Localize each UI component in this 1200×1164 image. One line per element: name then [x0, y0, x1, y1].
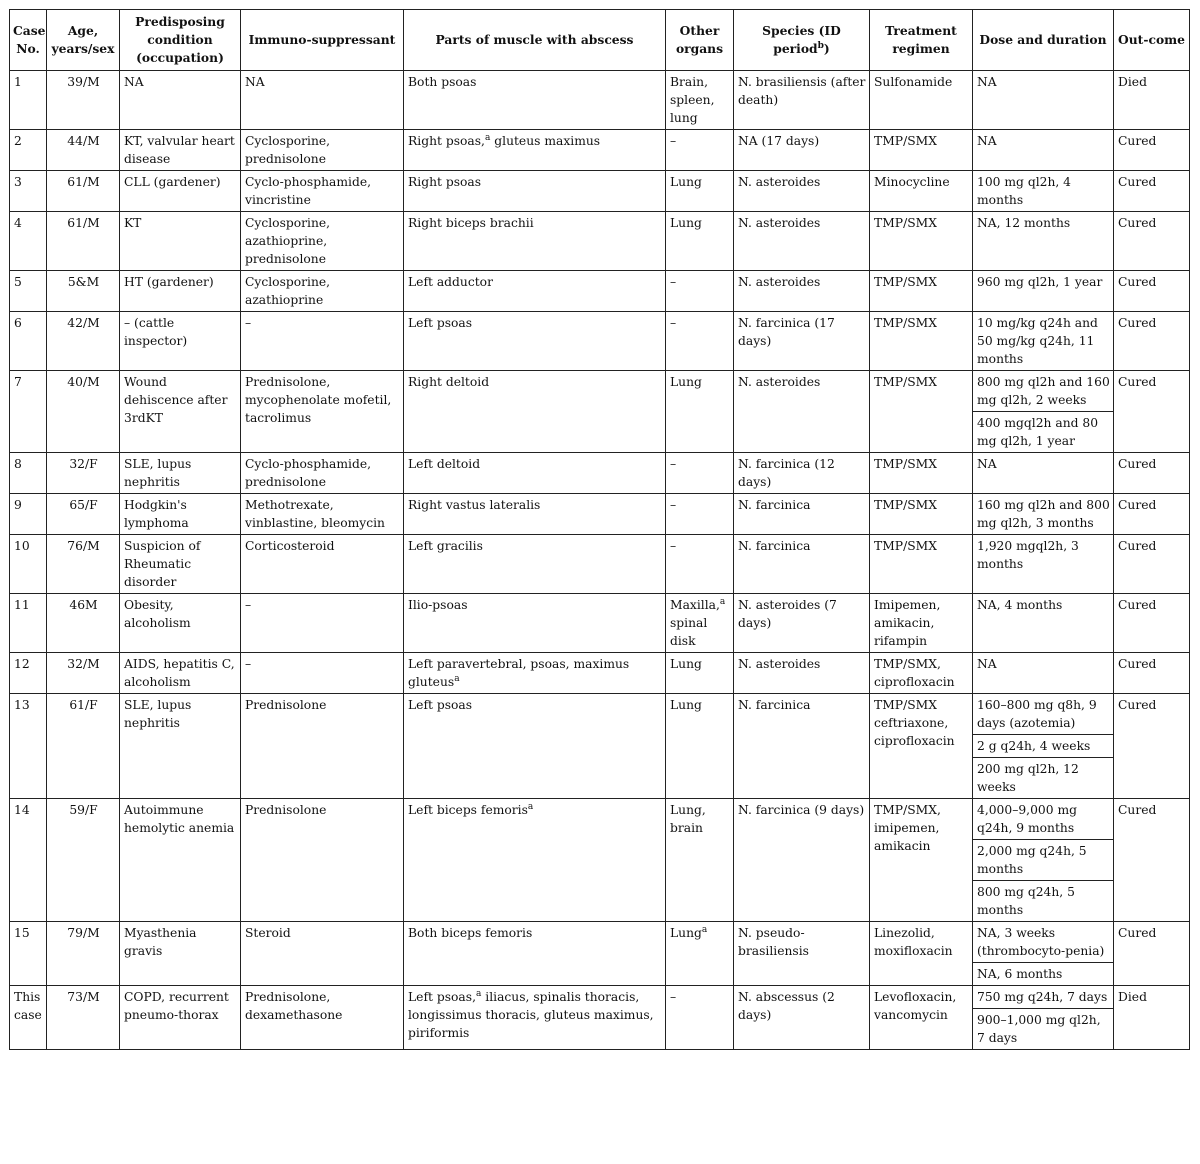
header-parts: Parts of muscle with abscess	[404, 10, 666, 71]
table-row	[10, 130, 1190, 171]
table-row	[10, 535, 1190, 594]
cell-other-organs	[666, 535, 734, 594]
cell-dose-item: 4,000–9,000 mg q24h, 9 months	[973, 799, 1113, 840]
cell-dose: NA	[973, 453, 1114, 494]
parts-text-tail: gluteus maximus	[490, 134, 601, 148]
cell-species: N. asteroides (7 days)	[734, 594, 870, 653]
parts-footnote: a	[484, 132, 491, 143]
dose-subrow	[973, 412, 1113, 453]
parts-text: Both psoas	[408, 75, 477, 89]
cell-other-organs	[666, 271, 734, 312]
cell-case-no: 1	[10, 71, 47, 130]
cell-dose	[973, 986, 1114, 1050]
dose-subtable	[973, 922, 1113, 985]
cell-dose-item: 750 mg q24h, 7 days	[973, 986, 1113, 1009]
dose-subrow	[973, 881, 1113, 922]
dose-subrow	[973, 922, 1113, 963]
parts-text: Ilio-psoas	[408, 598, 468, 612]
table-row	[10, 594, 1190, 653]
table-row	[10, 694, 1190, 799]
table-row	[10, 212, 1190, 271]
parts-text: Left psoas	[408, 698, 473, 712]
cell-predisposing: Obesity, alcoholism	[120, 594, 241, 653]
cell-outcome: Cured	[1114, 212, 1190, 271]
cell-immunosuppressant: NA	[241, 71, 404, 130]
table-row	[10, 71, 1190, 130]
cell-case-no: 12	[10, 653, 47, 694]
cell-dose: NA	[973, 130, 1114, 171]
cell-outcome: Cured	[1114, 171, 1190, 212]
cell-other-organs	[666, 71, 734, 130]
table-row	[10, 986, 1190, 1050]
cell-case-no: 11	[10, 594, 47, 653]
cell-case-no: 10	[10, 535, 47, 594]
cell-age-sex: 46M	[47, 594, 120, 653]
table-row	[10, 453, 1190, 494]
cell-immunosuppressant: Cyclosporine, prednisolone	[241, 130, 404, 171]
cell-case-no: 15	[10, 922, 47, 986]
cell-outcome: Cured	[1114, 694, 1190, 799]
cell-other-organs	[666, 453, 734, 494]
other-text: Maxilla,	[670, 598, 720, 612]
cell-other-organs	[666, 922, 734, 986]
cell-species: N. asteroides	[734, 171, 870, 212]
cell-age-sex: 61/F	[47, 694, 120, 799]
cell-case-no: 3	[10, 171, 47, 212]
cell-other-organs	[666, 130, 734, 171]
cell-treatment: Linezolid, moxifloxacin	[870, 922, 973, 986]
cell-predisposing: Wound dehiscence after 3rdKT	[120, 371, 241, 453]
cell-dose: NA	[973, 71, 1114, 130]
cell-treatment: TMP/SMX, imipemen, amikacin	[870, 799, 973, 922]
parts-footnote: a	[454, 673, 460, 684]
other-text: Brain, spleen, lung	[670, 75, 715, 125]
cell-other-organs	[666, 171, 734, 212]
cell-other-organs	[666, 986, 734, 1050]
cell-treatment: TMP/SMX	[870, 494, 973, 535]
parts-footnote: a	[475, 988, 482, 999]
cell-other-organs	[666, 653, 734, 694]
cell-dose: 1,920 mgql2h, 3 months	[973, 535, 1114, 594]
dose-subrow	[973, 371, 1113, 412]
parts-text: Both biceps femoris	[408, 926, 533, 940]
cell-dose-item: NA, 3 weeks (thrombocyto-penia)	[973, 922, 1113, 963]
other-text: Lung	[670, 216, 702, 230]
cell-dose-item: 800 mg q24h, 5 months	[977, 885, 1075, 917]
cell-case-no: 5	[10, 271, 47, 312]
table-row	[10, 371, 1190, 453]
cell-case-no: 14	[10, 799, 47, 922]
cell-dose: NA	[973, 653, 1114, 694]
dose-subrow	[973, 840, 1113, 881]
cell-dose-item: 400 mgql2h and 80 mg ql2h, 1 year	[977, 416, 1099, 448]
cell-species: N. farcinica	[734, 694, 870, 799]
header-treatment: Treatment regimen	[870, 10, 973, 71]
dose-subrow	[973, 1009, 1113, 1050]
cell-predisposing: CLL (gardener)	[120, 171, 241, 212]
parts-text: Left gracilis	[408, 539, 483, 553]
header-row	[10, 10, 1190, 71]
cell-species: N. farcinica	[734, 494, 870, 535]
parts-text: Right vastus lateralis	[408, 498, 541, 512]
parts-text: Left psoas,	[408, 990, 476, 1004]
cell-treatment: TMP/SMX	[870, 371, 973, 453]
cell-immunosuppressant: Cyclo-phosphamide, prednisolone	[241, 453, 404, 494]
cell-parts	[404, 271, 666, 312]
cell-species: N. brasiliensis (after death)	[734, 71, 870, 130]
cell-age-sex: 39/M	[47, 71, 120, 130]
dose-subrow	[973, 986, 1113, 1009]
dose-subtable	[973, 371, 1113, 452]
cell-case-no: 4	[10, 212, 47, 271]
cell-parts	[404, 71, 666, 130]
cell-dose: NA, 4 months	[973, 594, 1114, 653]
other-text: –	[670, 539, 677, 553]
cell-immunosuppressant: Methotrexate, vinblastine, bleomycin	[241, 494, 404, 535]
cell-outcome: Cured	[1114, 130, 1190, 171]
cell-age-sex: 32/M	[47, 653, 120, 694]
cell-treatment: TMP/SMX	[870, 271, 973, 312]
cell-predisposing: KT, valvular heart disease	[120, 130, 241, 171]
table-row	[10, 171, 1190, 212]
cell-immunosuppressant: Cyclo-phosphamide, vincristine	[241, 171, 404, 212]
cell-species: N. farcinica (17 days)	[734, 312, 870, 371]
cell-dose: 10 mg/kg q24h and 50 mg/kg q24h, 11 months	[973, 312, 1114, 371]
header-dose: Dose and duration	[973, 10, 1114, 71]
cell-age-sex: 40/M	[47, 371, 120, 453]
cell-treatment: TMP/SMX	[870, 212, 973, 271]
cell-predisposing: AIDS, hepatitis C, alcoholism	[120, 653, 241, 694]
cell-immunosuppressant: –	[241, 653, 404, 694]
cell-other-organs	[666, 799, 734, 922]
dose-subrow	[973, 694, 1113, 735]
cell-parts	[404, 494, 666, 535]
cell-species: N. asteroides	[734, 653, 870, 694]
cell-predisposing: Myasthenia gravis	[120, 922, 241, 986]
cell-outcome: Cured	[1114, 535, 1190, 594]
cell-species: NA (17 days)	[734, 130, 870, 171]
cell-dose-item: 160–800 mg q8h, 9 days (azotemia)	[973, 694, 1113, 735]
cell-parts	[404, 312, 666, 371]
cell-age-sex: 65/F	[47, 494, 120, 535]
parts-text: Left biceps femoris	[408, 803, 528, 817]
cell-dose-item: 800 mg ql2h and 160 mg ql2h, 2 weeks	[973, 371, 1113, 412]
cell-species: N. abscessus (2 days)	[734, 986, 870, 1050]
parts-text: Right biceps brachii	[408, 216, 534, 230]
cell-outcome: Cured	[1114, 312, 1190, 371]
dose-subrow	[973, 799, 1113, 840]
other-text: –	[670, 134, 677, 148]
cell-age-sex: 5&M	[47, 271, 120, 312]
cell-other-organs	[666, 371, 734, 453]
other-footnote: a	[701, 924, 708, 935]
cell-immunosuppressant: Steroid	[241, 922, 404, 986]
cell-immunosuppressant: Cyclosporine, azathioprine	[241, 271, 404, 312]
cell-species: N. farcinica (12 days)	[734, 453, 870, 494]
cell-species: N. farcinica (9 days)	[734, 799, 870, 922]
cell-parts	[404, 130, 666, 171]
cell-other-organs	[666, 312, 734, 371]
cell-dose	[973, 922, 1114, 986]
cell-outcome: Died	[1114, 986, 1190, 1050]
cell-dose: NA, 12 months	[973, 212, 1114, 271]
other-text-tail: spinal disk	[670, 616, 708, 648]
cell-outcome: Cured	[1114, 799, 1190, 922]
cell-predisposing: SLE, lupus nephritis	[120, 694, 241, 799]
cell-age-sex: 42/M	[47, 312, 120, 371]
parts-text: Right deltoid	[408, 375, 490, 389]
table-row	[10, 271, 1190, 312]
cell-outcome: Cured	[1114, 371, 1190, 453]
cell-immunosuppressant: Prednisolone	[241, 799, 404, 922]
cell-parts	[404, 986, 666, 1050]
other-text: –	[670, 275, 677, 289]
cell-predisposing: Suspicion of Rheumatic disorder	[120, 535, 241, 594]
cell-age-sex: 76/M	[47, 535, 120, 594]
cell-case-no: 9	[10, 494, 47, 535]
table-row	[10, 799, 1190, 922]
other-text: –	[670, 498, 677, 512]
other-text: –	[670, 457, 677, 471]
cell-dose-item: 200 mg ql2h, 12 weeks	[977, 762, 1079, 794]
cell-outcome: Cured	[1114, 653, 1190, 694]
cell-immunosuppressant: Prednisolone, mycophenolate mofetil, tacrolimus	[241, 371, 404, 453]
header-outcome: Out-come	[1114, 10, 1190, 71]
cell-age-sex: 32/F	[47, 453, 120, 494]
cell-outcome: Died	[1114, 71, 1190, 130]
parts-text: Right psoas,	[408, 134, 485, 148]
cell-parts	[404, 453, 666, 494]
cell-parts	[404, 653, 666, 694]
cell-parts	[404, 594, 666, 653]
cell-treatment: TMP/SMX ceftriaxone, ciprofloxacin	[870, 694, 973, 799]
cell-treatment: TMP/SMX, ciprofloxacin	[870, 653, 973, 694]
cell-parts	[404, 535, 666, 594]
cell-case-no: 2	[10, 130, 47, 171]
parts-text-tail: iliacus, spinalis thoracis, longissimus thoracis, gluteus maximus, piriformis	[408, 990, 654, 1040]
dose-subtable	[973, 694, 1113, 798]
parts-footnote: a	[527, 801, 534, 812]
cell-parts	[404, 212, 666, 271]
cell-age-sex: 44/M	[47, 130, 120, 171]
cell-age-sex: 61/M	[47, 171, 120, 212]
table-row	[10, 494, 1190, 535]
cell-predisposing: Hodgkin's lymphoma	[120, 494, 241, 535]
cell-age-sex: 59/F	[47, 799, 120, 922]
other-text: Lung	[670, 375, 702, 389]
cell-outcome: Cured	[1114, 494, 1190, 535]
header-species-tail: )	[823, 41, 830, 56]
table-row	[10, 922, 1190, 986]
cell-immunosuppressant: Cyclosporine, azathioprine, prednisolone	[241, 212, 404, 271]
other-text: –	[670, 316, 677, 330]
header-predisposing: Predisposing condition (occupation)	[120, 10, 241, 71]
cell-other-organs	[666, 494, 734, 535]
cell-dose-item: 2 g q24h, 4 weeks	[973, 735, 1113, 758]
dose-subtable	[973, 986, 1113, 1049]
cell-treatment: Imipemen, amikacin, rifampin	[870, 594, 973, 653]
cell-parts	[404, 171, 666, 212]
table-body	[10, 71, 1190, 1050]
parts-text: Left adductor	[408, 275, 493, 289]
dose-subrow	[973, 735, 1113, 758]
cell-dose: 960 mg ql2h, 1 year	[973, 271, 1114, 312]
cell-immunosuppressant: –	[241, 594, 404, 653]
cell-species: N. farcinica	[734, 535, 870, 594]
cell-predisposing: COPD, recurrent pneumo-thorax	[120, 986, 241, 1050]
cell-dose	[973, 799, 1114, 922]
cell-predisposing: HT (gardener)	[120, 271, 241, 312]
cell-treatment: Levofloxacin, vancomycin	[870, 986, 973, 1050]
cell-immunosuppressant: Corticosteroid	[241, 535, 404, 594]
cell-case-no: This case	[10, 986, 47, 1050]
header-immunosuppressant: Immuno-suppressant	[241, 10, 404, 71]
cell-immunosuppressant: –	[241, 312, 404, 371]
other-text: Lung	[670, 926, 702, 940]
cell-species: N. asteroides	[734, 212, 870, 271]
other-text: –	[670, 990, 677, 1004]
cell-predisposing: Autoimmune hemolytic anemia	[120, 799, 241, 922]
cell-age-sex: 73/M	[47, 986, 120, 1050]
cell-treatment: Sulfonamide	[870, 71, 973, 130]
cell-outcome: Cured	[1114, 922, 1190, 986]
cell-species: N. asteroides	[734, 371, 870, 453]
other-text: Lung	[670, 175, 702, 189]
cell-species: N. pseudo-brasiliensis	[734, 922, 870, 986]
cell-dose-item: 900–1,000 mg ql2h, 7 days	[977, 1013, 1101, 1045]
header-other-organs: Other organs	[666, 10, 734, 71]
cell-species: N. asteroides	[734, 271, 870, 312]
header-species-sup: b	[817, 40, 824, 51]
dose-subtable	[973, 799, 1113, 921]
cell-treatment: TMP/SMX	[870, 535, 973, 594]
parts-text: Left deltoid	[408, 457, 481, 471]
parts-text: Left paravertebral, psoas, maximus gluteus	[408, 657, 630, 689]
cell-parts	[404, 371, 666, 453]
cell-treatment: TMP/SMX	[870, 130, 973, 171]
cell-immunosuppressant: Prednisolone, dexamethasone	[241, 986, 404, 1050]
case-table	[9, 9, 1190, 1050]
cell-other-organs	[666, 594, 734, 653]
cell-dose-item: 2,000 mg q24h, 5 months	[973, 840, 1113, 881]
cell-case-no: 8	[10, 453, 47, 494]
dose-subrow	[973, 758, 1113, 799]
cell-immunosuppressant: Prednisolone	[241, 694, 404, 799]
cell-other-organs	[666, 694, 734, 799]
other-text: Lung, brain	[670, 803, 706, 835]
cell-dose	[973, 371, 1114, 453]
cell-case-no: 13	[10, 694, 47, 799]
cell-treatment: TMP/SMX	[870, 312, 973, 371]
table-row	[10, 312, 1190, 371]
cell-treatment: TMP/SMX	[870, 453, 973, 494]
cell-age-sex: 79/M	[47, 922, 120, 986]
cell-dose-item: NA, 6 months	[977, 967, 1063, 981]
cell-outcome: Cured	[1114, 594, 1190, 653]
cell-parts	[404, 694, 666, 799]
other-text: Lung	[670, 698, 702, 712]
header-species	[734, 10, 870, 71]
cell-treatment: Minocycline	[870, 171, 973, 212]
cell-age-sex: 61/M	[47, 212, 120, 271]
dose-subrow	[973, 963, 1113, 986]
parts-text: Right psoas	[408, 175, 482, 189]
cell-dose	[973, 694, 1114, 799]
other-text: Lung	[670, 657, 702, 671]
cell-case-no: 7	[10, 371, 47, 453]
cell-other-organs	[666, 212, 734, 271]
other-footnote: a	[719, 596, 726, 607]
cell-parts	[404, 922, 666, 986]
table-row	[10, 653, 1190, 694]
cell-dose: 160 mg ql2h and 800 mg ql2h, 3 months	[973, 494, 1114, 535]
cell-outcome: Cured	[1114, 271, 1190, 312]
header-age-sex: Age, years/sex	[47, 10, 120, 71]
cell-outcome: Cured	[1114, 453, 1190, 494]
cell-predisposing: NA	[120, 71, 241, 130]
cell-predisposing: – (cattle inspector)	[120, 312, 241, 371]
cell-parts	[404, 799, 666, 922]
cell-predisposing: SLE, lupus nephritis	[120, 453, 241, 494]
header-case-no: Case No.	[10, 10, 47, 71]
cell-predisposing: KT	[120, 212, 241, 271]
header-species-text: Species (ID period	[762, 23, 841, 56]
cell-case-no: 6	[10, 312, 47, 371]
cell-dose: 100 mg ql2h, 4 months	[973, 171, 1114, 212]
parts-text: Left psoas	[408, 316, 473, 330]
